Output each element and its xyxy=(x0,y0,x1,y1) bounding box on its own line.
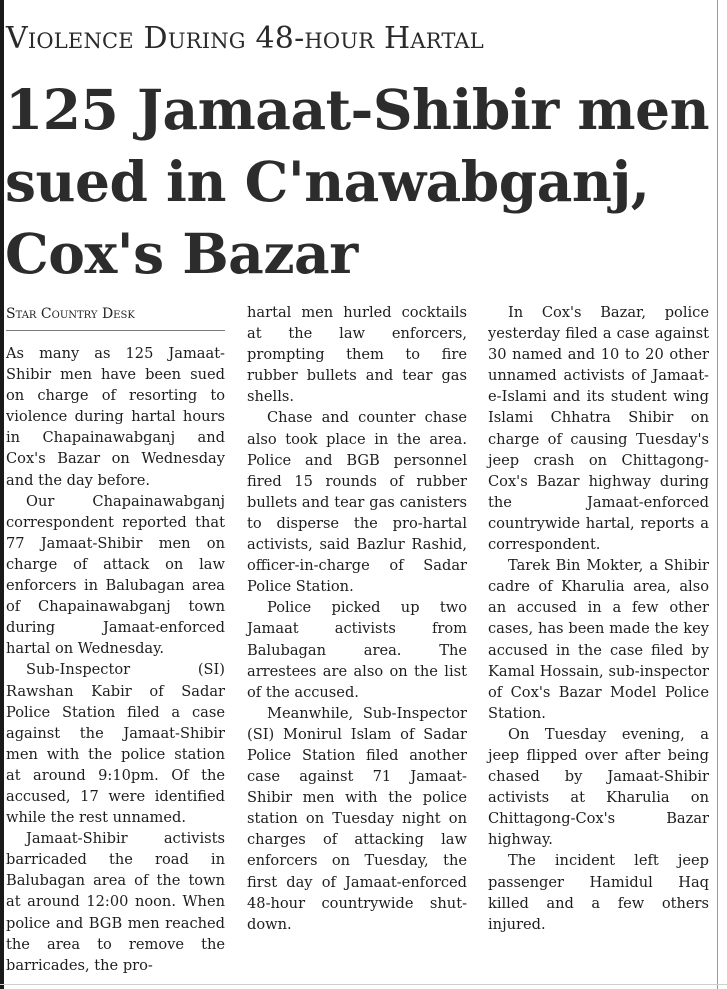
paragraph: Police picked up two Jamaat activists from Balubagan area. The arrestees are also on the list of the accused. xyxy=(247,599,467,701)
paragraph: On Tuesday evening, a jeep flipped over after being chased by Jamaat-Shibir activists at Kharulia on Chittagong-Cox's Bazar highway. xyxy=(488,725,709,849)
paragraph: Sub-Inspector (SI) Rawshan Kabir of Sadar Police Station filed a case against the Jamaat-Shibir men with the police station at around 9:10pm. Of the accused, 17 were identified while the rest unnamed. xyxy=(6,661,225,827)
paragraph: Meanwhile, Sub-Inspector (SI) Monirul Islam of Sadar Police Station filed another case against 71 Jamaat-Shibir men with the police station on Tuesday night on charges of attacking law enforcers on Tuesday, the first day of Jamaat-enforced 48-hour countrywide shut-down. xyxy=(247,704,467,933)
headline xyxy=(5,74,717,290)
article-column-2 xyxy=(247,302,467,935)
headline-line: 125 Jamaat-Shibir men xyxy=(5,77,710,142)
article-column-3 xyxy=(488,302,709,935)
bottom-crop-rule xyxy=(0,984,727,985)
paragraph: As many as 125 Jamaat-Shibir men have been sued on charge of resorting to violence during hartal hours in Chapainawabganj and Cox's Bazar on Wednesday and the day before. xyxy=(6,345,225,489)
headline-line: sued in C'nawabganj, xyxy=(5,149,650,214)
paragraph: The incident left jeep passenger Hamidul Haq killed and a few others injured. xyxy=(488,852,709,933)
paragraph: Jamaat-Shibir activists barricaded the road in Balubagan area of the town at around 12:00 noon. When police and BGB men reached the area to remove the barricades, the pro- xyxy=(6,830,225,974)
paragraph: hartal men hurled cocktails at the law enforcers, prompting them to fire rubber bullets and tear gas shells. xyxy=(247,304,467,406)
byline: Star Country Desk xyxy=(6,306,135,322)
paragraph: Chase and counter chase also took place in the area. Police and BGB personnel fired 15 rounds of rubber bullets and tear gas canisters to disperse the pro-hartal activists, said Bazlur Rashid, officer-in-charge of Sadar Police Station. xyxy=(247,409,467,596)
byline-divider xyxy=(6,330,225,331)
paragraph: Our Chapainawabganj correspondent reported that 77 Jamaat-Shibir men on charge of attack on law enforcers in Balubagan area of Chapainawabganj town during Jamaat-enforced hartal on Wednesday. xyxy=(6,492,225,658)
kicker: Violence During 48-hour Hartal xyxy=(6,21,484,56)
article-column-1 xyxy=(6,343,225,976)
left-column-rule xyxy=(0,0,4,989)
paragraph: Tarek Bin Mokter, a Shibir cadre of Kharulia area, also an accused in a few other cases, has been made the key accused in the case filed by Kamal Hossain, sub-inspector of Cox's Bazar Model Police Station. xyxy=(488,557,709,722)
paragraph: In Cox's Bazar, police yesterday filed a case against 30 named and 10 to 20 other unnamed activists of Jamaat-e-Islami and its student wing Islami Chhatra Shibir on charge of causing Tuesday's jeep crash on Chittagong-Cox's Bazar highway during the Jamaat-enforced countrywide hartal, reports a correspondent. xyxy=(488,304,709,554)
headline-line: Cox's Bazar xyxy=(5,221,358,286)
right-crop-rule xyxy=(717,0,718,989)
